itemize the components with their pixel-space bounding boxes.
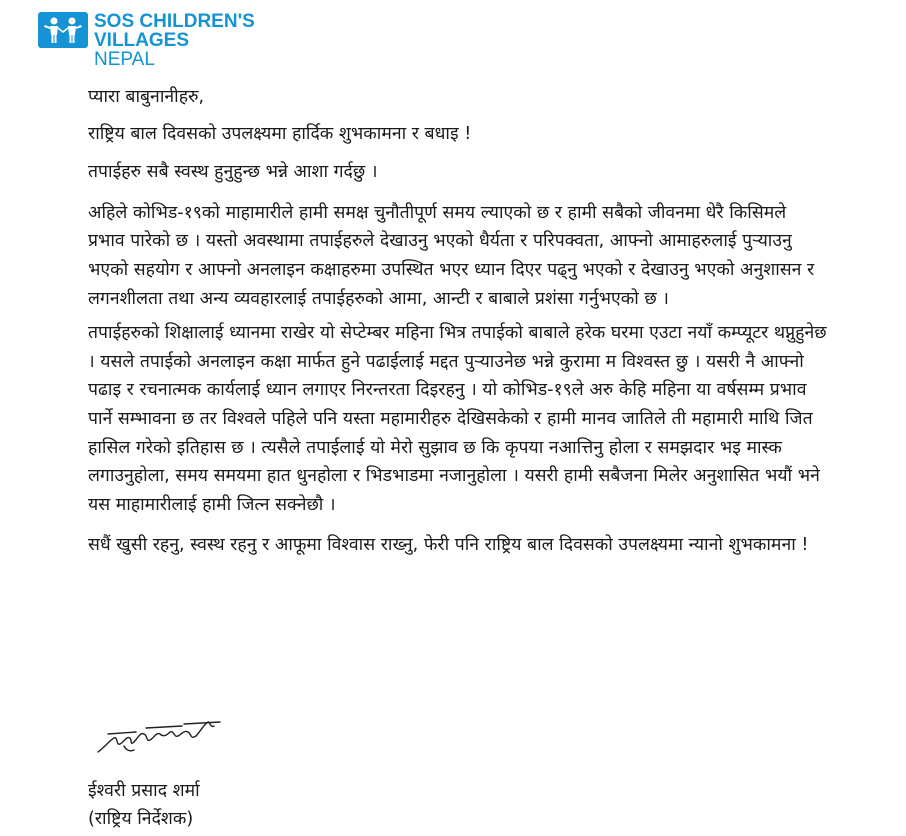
signer-block [88, 777, 200, 833]
sos-children-logo-icon [38, 12, 88, 48]
logo-line-3: NEPAL [94, 49, 155, 70]
sos-logo [38, 12, 255, 70]
handwritten-signature [96, 712, 226, 758]
paragraph-computer: तपाईहरुको शिक्षालाई ध्यानमा राखेर यो सेप्टेम्बर महिना भित्र तपाईको बाबाले हरेक घरमा एउटा नयाँ कम्प्यूटर थप्नुहुनेछ । यसले तपाईको अनलाइन कक्षा मार्फत हुने पढाईलाई मद्दत पुऱ्याउनेछ भन्ने कुरामा म विश्वस्त छु । यसरी नै आफ्नो पढाइ र रचनात्मक कार्यलाई ध्यान लगाएर निरन्तरता दिइरहनु । यो कोभिड-१९ले अरु केहि महिना या वर्षसम्म प्रभाव पार्ने सम्भावना छ तर विश्वले पहिले पनि यस्ता महामारीहरु देखिसकेको र हामी मानव जातिले ती महामारी माथि जित हासिल गरेको इतिहास छ । त्यसैले तपाईलाई यो मेरो सुझाव छ कि कृपया नआत्तिनु होला र समझदार भइ मास्क लगाउनुहोला, समय समयमा हात धुनहोला र भिडभाडमा नजानुहोला । यसरी हामी सबैजना मिलेर अनुशासित भयौं भने यस माहामारीलाई हामी जित्न सक्नेछौ । [88, 323, 827, 515]
salutation: प्यारा बाबुनानीहरु, [88, 87, 205, 107]
letter-body [88, 83, 828, 560]
paragraph-covid: अहिले कोभिड-१९को माहामारीले हामी समक्ष चुनौतीपूर्ण समय ल्याएको छ र हामी सबैको जीवनमा धेरै किसिमले प्रभाव पारेको छ । यस्तो अवस्थामा तपाईहरुले देखाउनु भएको धैर्यता र परिपक्वता, आफ्नो आमाहरुलाई पुऱ्याउनु भएको सहयोग र आफ्नो अनलाइन कक्षाहरुमा उपस्थित भएर ध्यान दिएर पढ्नु भएको र देखाउनु भएको अनुशासन र लगनशीलता तथा अन्य व्यवहारलाई तपाईहरुको आमा, आन्टी र बाबाले प्रशंसा गर्नुभएको छ । [88, 202, 815, 309]
logo-line-1: SOS CHILDREN'S [94, 11, 255, 32]
logo-line-2: VILLAGES [94, 30, 190, 51]
signer-name: ईश्वरी प्रसाद शर्मा [88, 781, 200, 801]
closing-paragraph: सधैं खुसी रहनु, स्वस्थ रहनु र आफूमा विश्वास राख्नु, फेरी पनि राष्ट्रिय बाल दिवसको उपलक्ष्यमा न्यानो शुभकामना ! [88, 535, 809, 556]
greeting-line: राष्ट्रिय बाल दिवसको उपलक्ष्यमा हार्दिक शुभकामना र बधाइ ! [88, 123, 472, 144]
signer-title: (राष्ट्रिय निर्देशक) [88, 809, 194, 829]
wish-line: तपाईहरु सबै स्वस्थ हुनुहुन्छ भन्ने आशा गर्दछु । [88, 162, 378, 183]
